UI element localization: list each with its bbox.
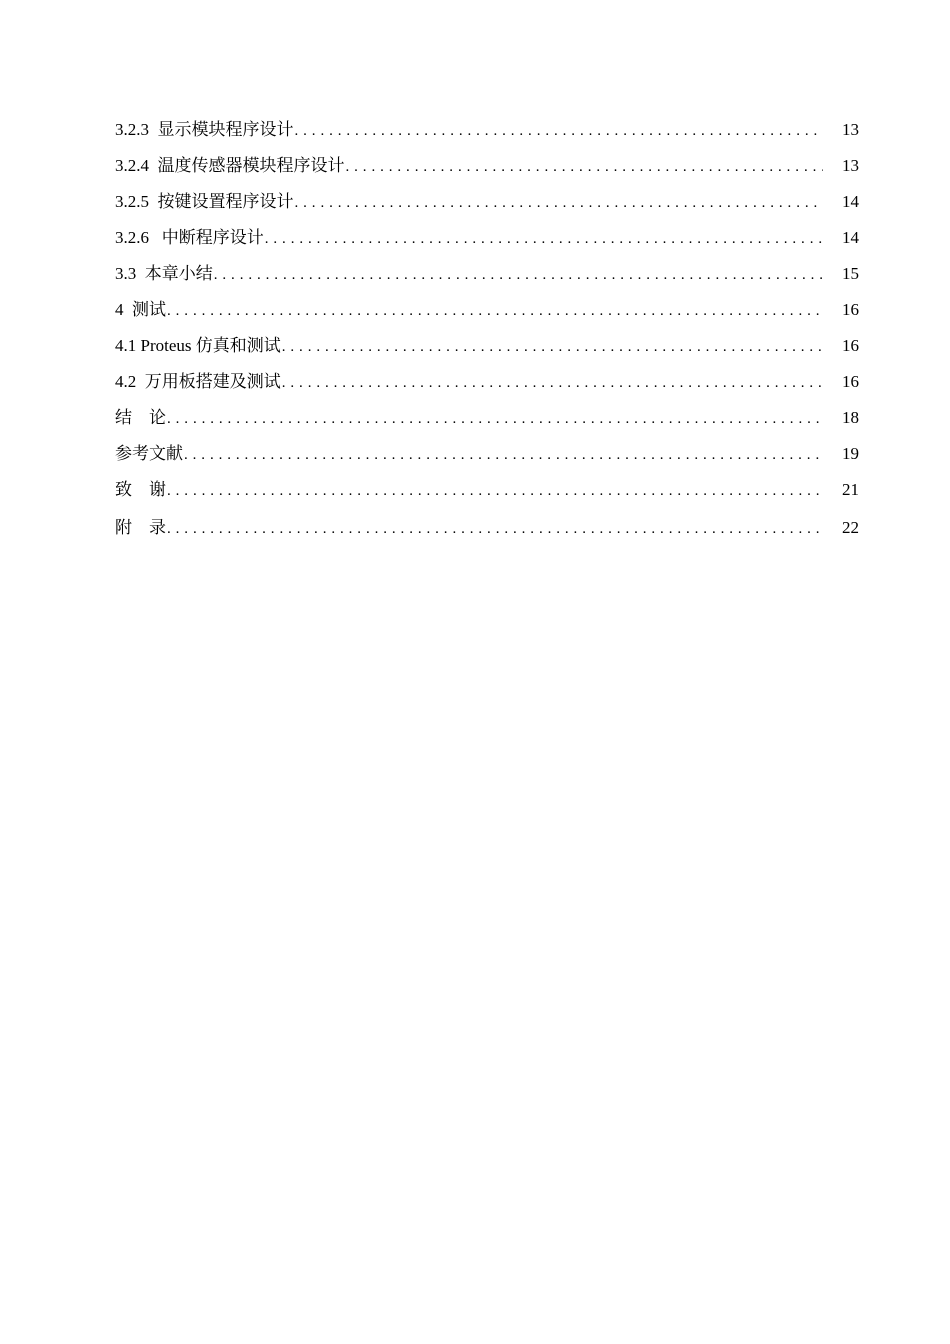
toc-entry-title: 3.2.5 按键设置程序设计 — [115, 192, 294, 211]
toc-dot-leader — [167, 299, 823, 323]
toc-entry-page: 14 — [842, 228, 859, 247]
toc-entry-3-2-4[interactable] — [115, 154, 859, 190]
toc-entry-page: 13 — [842, 156, 859, 175]
toc-entry-page: 16 — [842, 300, 859, 319]
toc-entry-page: 19 — [842, 444, 859, 463]
toc-entry-title: 4 测试 — [115, 300, 166, 319]
toc-entry-title: 3.2.4 温度传感器模块程序设计 — [115, 156, 345, 175]
toc-entry-3-2-5[interactable] — [115, 190, 859, 226]
toc-dot-leader — [282, 335, 823, 359]
toc-entry-page: 15 — [842, 264, 859, 283]
toc-entry-page: 14 — [842, 192, 859, 211]
toc-entry-title: 结 论 — [115, 408, 166, 427]
table-of-contents — [115, 118, 859, 552]
toc-entry-page: 22 — [842, 518, 859, 537]
toc-entry-title: 附 录 — [115, 518, 166, 537]
toc-entry-page: 16 — [842, 372, 859, 391]
toc-entry-3-3[interactable] — [115, 262, 859, 298]
toc-entry-acknowledgements[interactable] — [115, 478, 859, 514]
toc-dot-leader — [295, 119, 824, 143]
toc-entry-references[interactable] — [115, 442, 859, 478]
toc-dot-leader — [167, 407, 823, 431]
toc-entry-page: 18 — [842, 408, 859, 427]
toc-dot-leader — [295, 191, 824, 215]
toc-entry-appendix[interactable] — [115, 516, 859, 552]
toc-entry-title: 3.2.6 中断程序设计 — [115, 228, 264, 247]
toc-entry-title: 参考文献 — [115, 444, 183, 463]
toc-dot-leader — [265, 227, 823, 251]
toc-entry-3-2-3[interactable] — [115, 118, 859, 154]
toc-entry-page: 16 — [842, 336, 859, 355]
toc-entry-title: 致 谢 — [115, 480, 166, 499]
toc-entry-conclusion[interactable] — [115, 406, 859, 442]
toc-entry-title: 4.2 万用板搭建及测试 — [115, 372, 281, 391]
toc-entry-4-1[interactable] — [115, 334, 859, 370]
toc-dot-leader — [167, 517, 823, 541]
toc-entry-4-2[interactable] — [115, 370, 859, 406]
toc-entry-page: 21 — [842, 480, 859, 499]
toc-entry-3-2-6[interactable] — [115, 226, 859, 262]
toc-entry-title: 3.2.3 显示模块程序设计 — [115, 120, 294, 139]
toc-dot-leader — [167, 479, 823, 503]
toc-dot-leader — [346, 155, 824, 179]
toc-dot-leader — [184, 443, 823, 467]
toc-entry-page: 13 — [842, 120, 859, 139]
toc-entry-title: 3.3 本章小结 — [115, 264, 213, 283]
toc-dot-leader — [214, 263, 823, 287]
toc-entry-4[interactable] — [115, 298, 859, 334]
toc-dot-leader — [282, 371, 823, 395]
toc-entry-title: 4.1 Proteus 仿真和测试 — [115, 336, 281, 355]
